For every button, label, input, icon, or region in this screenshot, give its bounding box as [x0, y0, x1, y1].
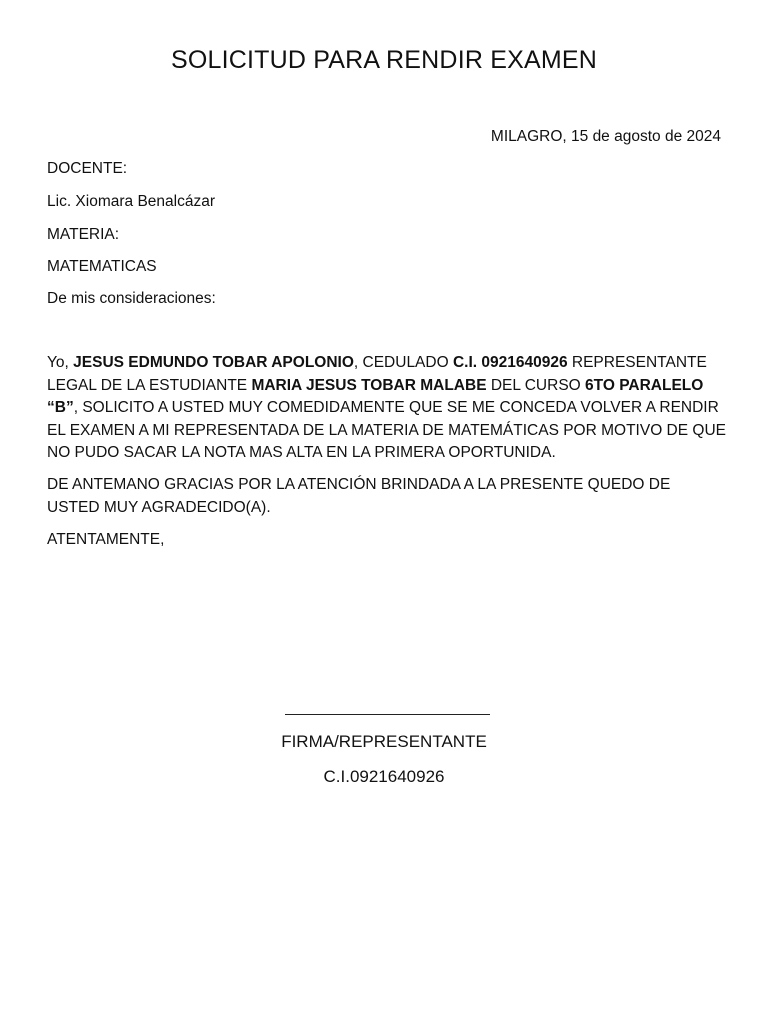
docente-name: Lic. Xiomara Benalcázar	[47, 193, 215, 210]
request-paragraph	[47, 352, 727, 465]
body-cedulado: , CEDULADO	[353, 354, 453, 371]
document-title: SOLICITUD PARA RENDIR EXAMEN	[170, 46, 598, 74]
body-yo: Yo,	[47, 354, 74, 371]
greeting: De mis consideraciones:	[47, 290, 216, 307]
date-line: MILAGRO, 15 de agosto de 2024	[490, 128, 721, 145]
thanks-paragraph: DE ANTEMANO GRACIAS POR LA ATENCIÓN BRINDADA A LA PRESENTE QUEDO DE USTED MUY AGRADECIDO(A).	[47, 476, 671, 516]
signature-label: FIRMA/REPRESENTANTE	[281, 732, 487, 751]
body-del-curso: DEL CURSO	[486, 376, 586, 394]
student-name: MARIA JESUS TOBAR MALABE	[251, 376, 487, 394]
closing: ATENTAMENTE,	[47, 531, 165, 548]
representative-name: JESUS EDMUNDO TOBAR APOLONIO	[73, 354, 354, 371]
representative-ci: C.I. 0921640926	[452, 354, 568, 371]
signature-line	[285, 714, 490, 715]
materia-name: MATEMATICAS	[47, 258, 157, 275]
course-name: 6TO PARALELO “B”	[47, 376, 704, 417]
materia-label: MATERIA:	[47, 226, 120, 243]
docente-label: DOCENTE:	[47, 160, 128, 177]
signature-ci: C.I.0921640926	[323, 767, 445, 786]
body-rep-legal: REPRESENTANTE LEGAL DE LA ESTUDIANTE	[47, 354, 707, 394]
body-request: , SOLICITO A USTED MUY COMEDIDAMENTE QUE SE ME CONCEDA VOLVER A RENDIR EL EXAMEN A MI REPRESENTADA DE LA MATERIA DE MATEMÁTICAS POR MOTIVO DE QUE NO PUDO SACAR LA NOTA MAS ALTA EN LA PRIMERA OPORTUNIDA.	[47, 399, 726, 462]
